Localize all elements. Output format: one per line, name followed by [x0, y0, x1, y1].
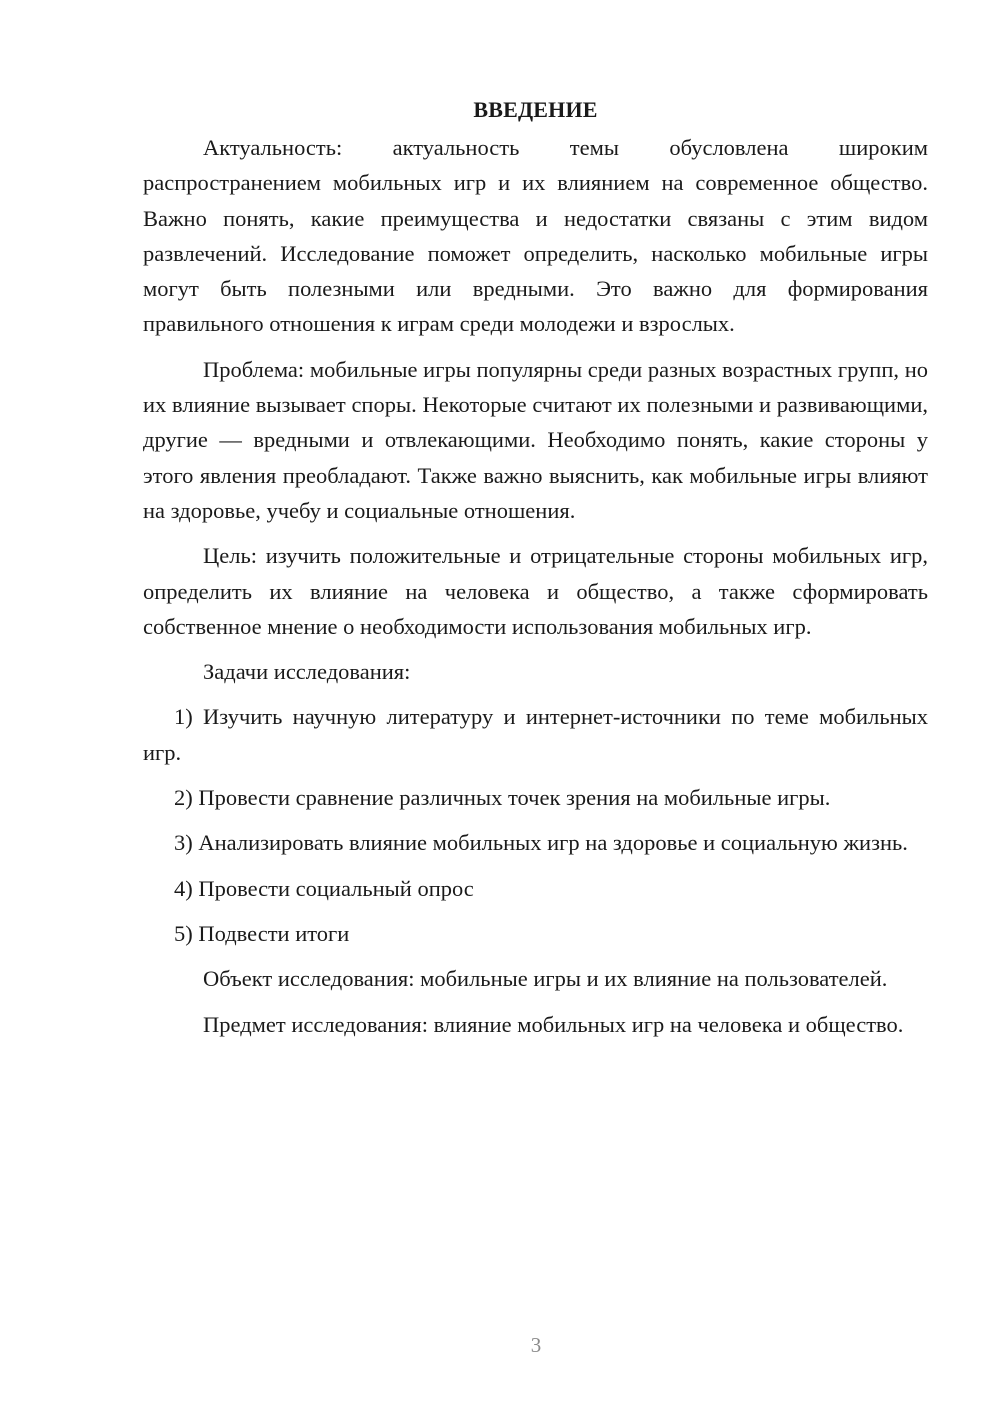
- tasks-heading: Задачи исследования:: [203, 659, 411, 685]
- task-item-2: 2) Провести сравнение различных точек зрения на мобильные игры.: [174, 785, 831, 811]
- task-item-1: 1) Изучить научную литературу и интернет-источники по теме мобильных игр.: [143, 704, 928, 765]
- page-title: ВВЕДЕНИЕ: [473, 97, 598, 122]
- document-page: [143, 92, 928, 1052]
- task-item-4: 4) Провести социальный опрос: [174, 875, 474, 901]
- object-paragraph: Объект исследования: мобильные игры и их влияние на пользователей.: [203, 966, 888, 992]
- problem-paragraph: Проблема: мобильные игры популярны среди разных возрастных групп, но их влияние вызывает споры. Некоторые считают их полезными и развивающими, другие — вредными и отвлекающими. Необходимо понять, какие стороны у этого явления преобладают. Также важно выяснить, как мобильные игры влияют на здоровье, учебу и социальные отношения.: [143, 356, 928, 523]
- subject-paragraph: Предмет исследования: влияние мобильных игр на человека и общество.: [203, 1011, 904, 1037]
- relevance-paragraph: Актуальность: актуальность темы обусловлена широким распространением мобильных игр и их влиянием на современное общество. Важно понять, какие преимущества и недостатки связаны с этим видом развлечений. Исследование поможет определить, насколько мобильные игры могут быть полезными или вредными. Это важно для формирования правильного отношения к играм среди молодежи и взрослых.: [143, 135, 928, 337]
- page-number: 3: [530, 1333, 542, 1357]
- goal-paragraph: Цель: изучить положительные и отрицательные стороны мобильных игр, определить их влияние на человека и общество, а также сформировать собственное мнение о необходимости использования мобильных игр.: [143, 543, 928, 639]
- task-item-3: 3) Анализировать влияние мобильных игр на здоровье и социальную жизнь.: [174, 830, 908, 856]
- task-item-5: 5) Подвести итоги: [174, 920, 350, 946]
